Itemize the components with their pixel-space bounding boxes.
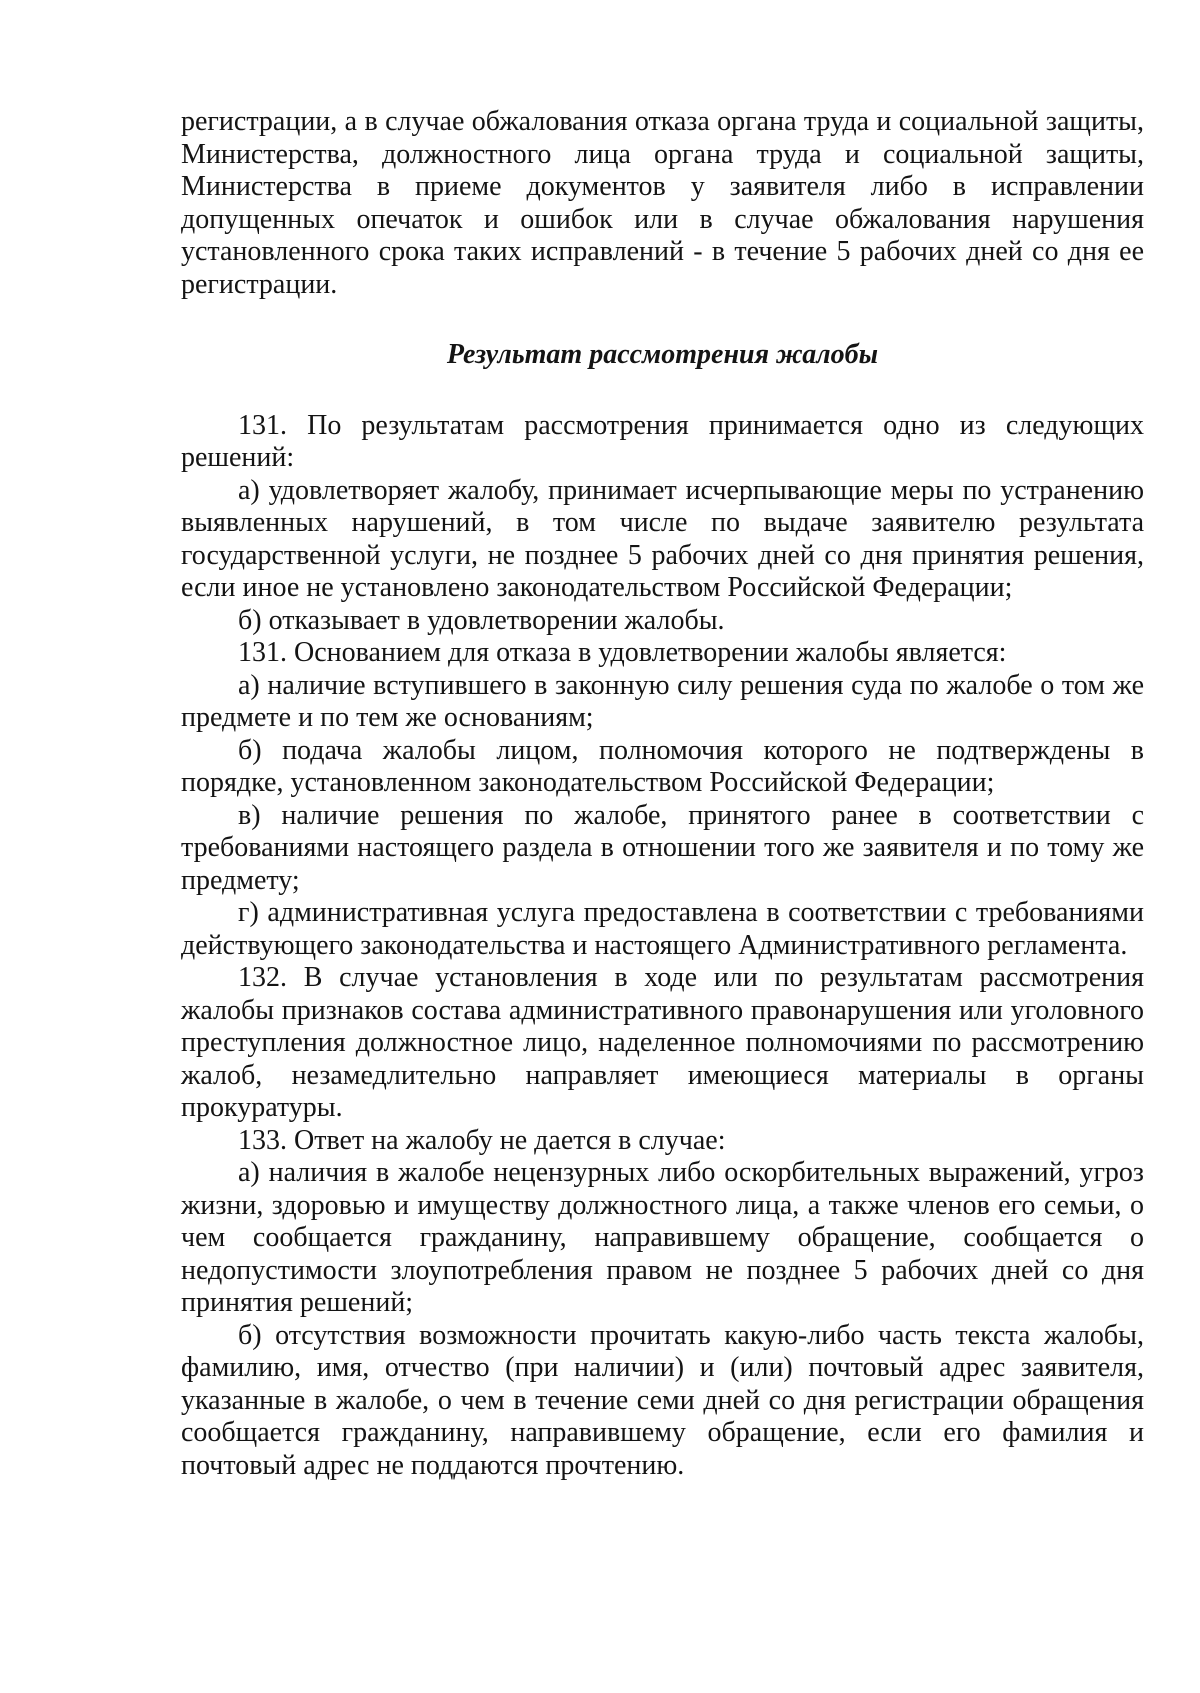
refusal-item-b: б) подача жалобы лицом, полномочия которого не подтверждены в порядке, установленном законодательством Российской Федерации; [181, 734, 1144, 798]
clause-131-refusal-grounds: 131. Основанием для отказа в удовлетворении жалобы является: [238, 637, 1007, 668]
section-heading: Результат рассмотрения жалобы [446, 339, 879, 370]
clause-131-decisions: 131. По результатам рассмотрения принимается одно из следующих решений: [181, 409, 1144, 473]
clause-132: 132. В случае установления в ходе или по результатам рассмотрения жалобы признаков состава административного правонарушения или уголовного преступления должностное лицо, наделенное полномочиями по рассмотрению жалоб, незамедлительно направляет имеющиеся материалы в органы прокуратуры. [181, 962, 1144, 1123]
clause-131-item-a: а) удовлетворяет жалобу, принимает исчерпывающие меры по устранению выявленных нарушений, в том числе по выдаче заявителю результата государственной услуги, не позднее 5 рабочих дней со дня принятия решения, если иное не установлено законодательством Российской Федерации; [181, 474, 1144, 603]
clause-131-item-b: б) отказывает в удовлетворении жалобы. [238, 604, 725, 636]
refusal-item-g: г) административная услуга предоставлена в соответствии с требованиями действующего законодательства и настоящего Административного регламента. [181, 897, 1144, 961]
refusal-item-v: в) наличие решения по жалобе, принятого ранее в соответствии с требованиями настоящего раздела в отношении того же заявителя и по тому же предмету; [181, 799, 1144, 896]
clause-133-item-a: а) наличия в жалобе нецензурных либо оскорбительных выражений, угроз жизни, здоровью и имуществу должностного лица, а также членов его семьи, о чем сообщается гражданину, направившему обращение, сообщается о недопустимости злоупотребления правом не позднее 5 рабочих дней со дня принятия решений; [181, 1157, 1144, 1318]
clause-133-item-b: б) отсутствия возможности прочитать какую-либо часть текста жалобы, фамилию, имя, отчество (при наличии) и (или) почтовый адрес заявителя, указанные в жалобе, о чем в течение семи дней со дня регистрации обращения сообщается гражданину, направившему обращение, если его фамилия и почтовый адрес не поддаются прочтению. [181, 1319, 1144, 1481]
document-body [181, 106, 1144, 1482]
refusal-item-a: а) наличие вступившего в законную силу решения суда по жалобе о том же предмете и по тем же основаниям; [181, 669, 1144, 733]
intro-paragraph: регистрации, а в случае обжалования отказа органа труда и социальной защиты, Министерства, должностного лица органа труда и социальной защиты, Министерства в приеме документов у заявителя либо в исправлении допущенных опечаток и ошибок или в случае обжалования нарушения установленного срока таких исправлений - в течение 5 рабочих дней со дня ее регистрации. [181, 106, 1144, 300]
clause-133: 133. Ответ на жалобу не дается в случае: [238, 1124, 726, 1156]
